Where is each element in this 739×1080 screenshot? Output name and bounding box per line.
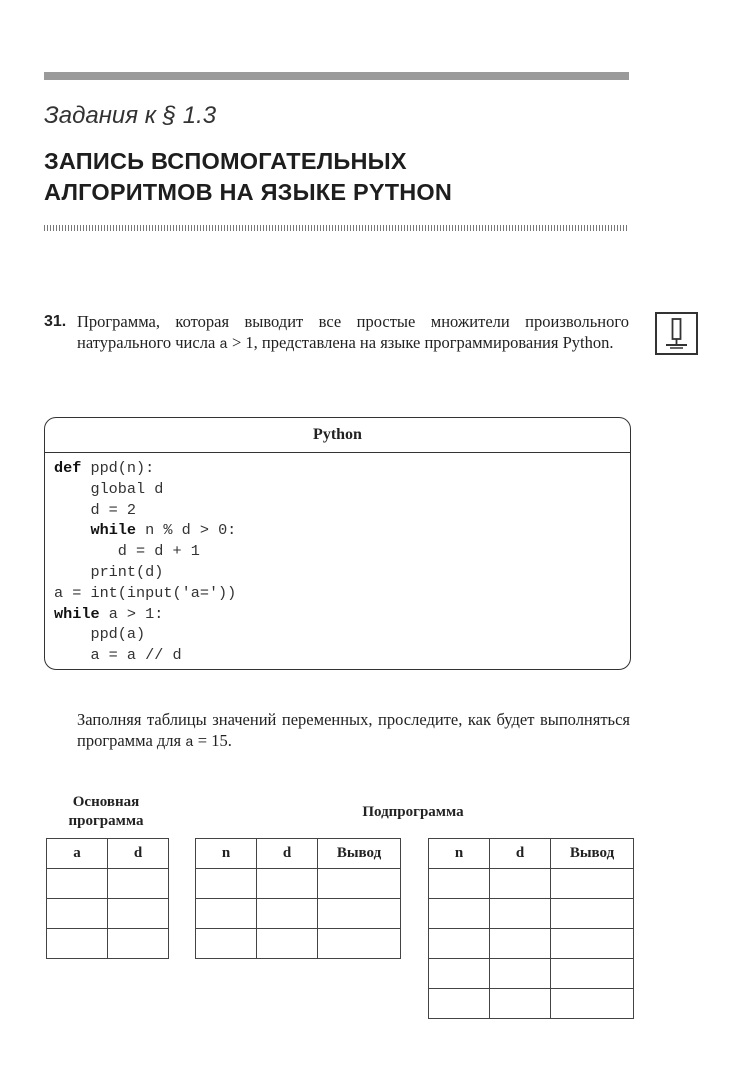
table-row [429,869,634,899]
table-row [196,899,401,929]
code-line: d = 2 [54,500,137,519]
code-line: global d [54,479,164,498]
task-text-part-1: Программа, которая выводит все простые множители произвольного натурального числа [77,312,629,352]
subprogram-label: Подпрограмма [362,804,464,820]
code-line: ppd(a) [54,625,146,644]
instruction-part-2: = 15. [193,731,232,750]
code-line: d = d + 1 [54,542,200,561]
header-cell-d: d [490,839,551,869]
code-line: while n % d > 0: [90,521,237,540]
table-row [47,899,169,929]
section-title: Задания к § 1.3 [44,102,217,129]
header-cell-a: a [47,839,108,869]
code-line: a = int(input('a=')) [54,583,237,602]
subprogram-table-2 [428,838,634,1019]
computer-task-icon [655,312,698,355]
code-keyword: while [90,521,137,540]
table-row [429,899,634,929]
code-language-label: Python [45,418,630,453]
table-header-row [429,839,634,869]
table-row [429,989,634,1019]
code-keyword: while [54,604,100,623]
instruction-part-1: Заполняя таблицы значений переменных, проследите, как будет выполняться программа для [77,710,630,750]
instruction-var-a: a [185,735,194,751]
title-line-1: ЗАПИСЬ ВСПОМОГАТЕЛЬНЫХ [44,148,407,174]
top-rule [44,72,629,80]
main-program-table [46,838,169,959]
main-program-label: Основная программа [68,794,144,829]
subprogram-table-1 [195,838,401,959]
table-row [47,929,169,959]
task-var-a: a [219,337,228,353]
header-cell-output: Вывод [551,839,634,869]
instruction-text [77,709,630,754]
code-listing [54,458,236,666]
code-keyword: def [54,459,82,477]
table-row [196,869,401,899]
title-line-2: АЛГОРИТМОВ НА ЯЗЫКЕ PYTHON [44,179,453,205]
table-row [429,959,634,989]
table-header-row [47,839,169,869]
soldering-icon [657,314,696,353]
code-box [44,417,631,670]
code-line: while a > 1: [54,604,164,623]
table-row [429,929,634,959]
code-line: print(d) [54,562,164,581]
code-line: def ppd(n): [54,459,155,477]
task-number: 31. [44,313,67,330]
task-text-part-2: > 1, представлена на языке программирования Python. [227,333,614,352]
table-row [196,929,401,959]
task-text [77,311,629,356]
page-title [44,146,644,208]
header-cell-n: n [196,839,257,869]
code-line: a = a // d [54,646,182,665]
header-cell-d: d [257,839,318,869]
table-header-row [196,839,401,869]
hatched-rule [44,225,629,231]
header-cell-output: Вывод [318,839,401,869]
header-cell-n: n [429,839,490,869]
table-row [47,869,169,899]
header-cell-d: d [108,839,169,869]
